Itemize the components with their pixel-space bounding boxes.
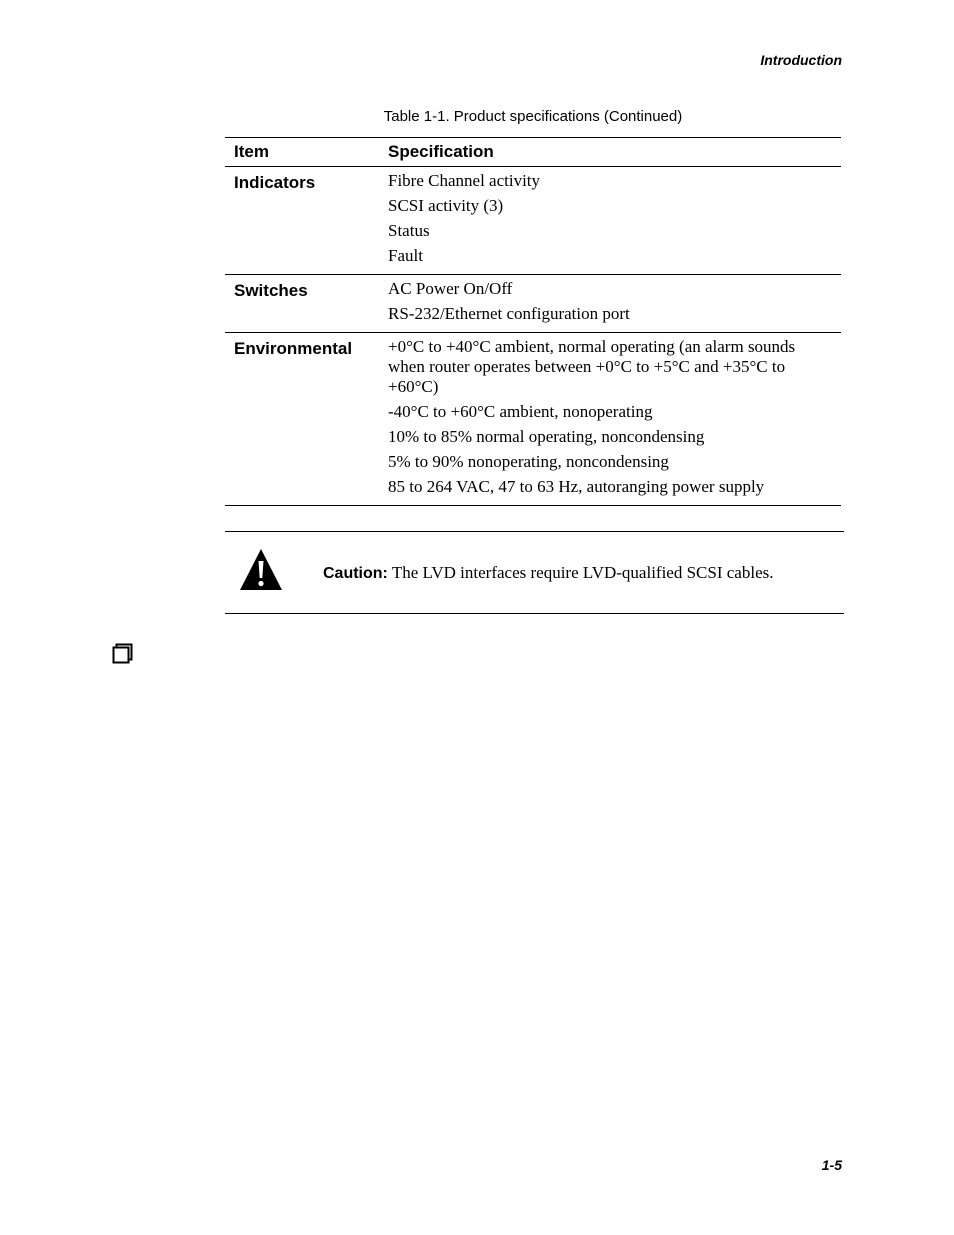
column-header-item: Item [225,138,388,167]
column-header-specification: Specification [388,138,841,167]
spec-line: Fibre Channel activity [388,171,541,190]
item-cell: Switches [225,275,388,333]
spec-line: SCSI activity (3) [388,196,504,215]
caution-body: The LVD interfaces require LVD-qualified SCSI cables. [391,563,774,582]
table-row-environmental [225,333,841,506]
caution-label: Caution: [323,565,388,582]
spec-line: Fault [388,246,423,265]
spec-cell [388,167,841,275]
item-cell: Environmental [225,333,388,506]
spec-line: -40°C to +60°C ambient, nonoperating [388,402,653,421]
spec-line: 85 to 264 VAC, 47 to 63 Hz, autoranging power supply [388,477,765,496]
spec-line: Status [388,221,430,240]
warning-triangle-icon [239,547,283,591]
caution-notice [225,531,844,614]
caution-text [323,563,773,583]
spec-cell [388,275,841,333]
table-caption: Table 1-1. Product specifications (Continued) [383,108,683,125]
spec-cell [388,333,841,506]
running-head: Introduction [760,52,842,68]
spec-line: AC Power On/Off [388,279,513,298]
table-row-indicators [225,167,841,275]
end-of-section-box-icon [112,643,134,665]
page-number: 1-5 [821,1157,842,1173]
table-header-row [225,138,841,167]
spec-line: +0°C to +40°C ambient, normal operating (an alarm sounds when router operates between +0°C to +5°C and +35°C to +60°C) [388,337,796,396]
spec-line: 5% to 90% nonoperating, noncondensing [388,452,669,471]
specifications-table [225,137,841,506]
spec-line: 10% to 85% normal operating, noncondensing [388,427,705,446]
item-cell: Indicators [225,167,388,275]
table-row-switches [225,275,841,333]
spec-line: RS-232/Ethernet configuration port [388,304,630,323]
